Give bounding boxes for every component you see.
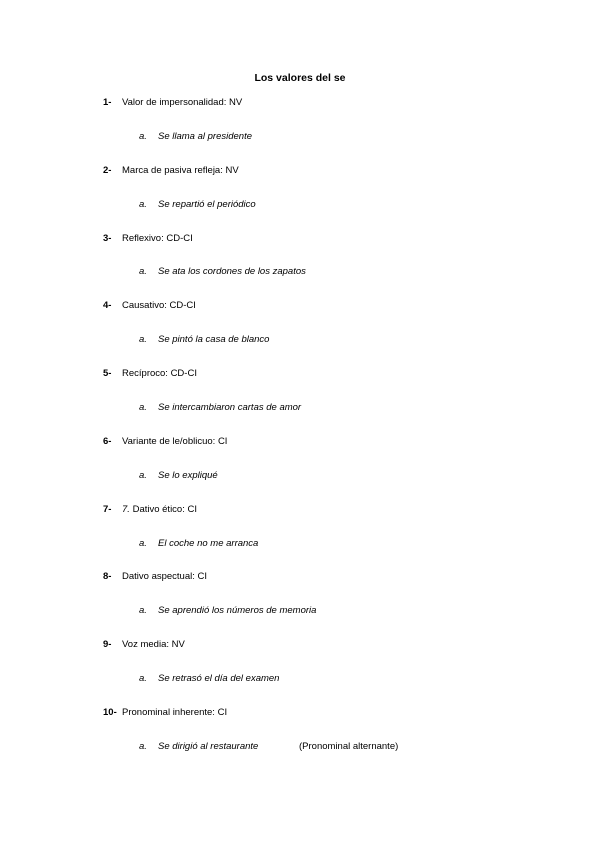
example-text: Se intercambiaron cartas de amor [158,402,302,413]
item-label [122,97,242,108]
item-label [122,571,207,582]
example-text: Se repartió el periódico [158,199,256,210]
example-text: Se aprendió los números de memoria [158,605,317,616]
item-number: 3- [103,233,112,244]
item-number: 4- [103,300,112,311]
item-label-text: Causativo: CD-CI [122,300,196,311]
item-label-text: Reflexivo: CD-CI [122,233,193,244]
item-label-text: Dativo aspectual: CI [122,571,208,582]
item-label [122,300,196,311]
example-letter: a. [139,673,147,684]
item-prefix: 7. [122,504,130,515]
example-text: Se ata los cordones de los zapatos [158,266,306,277]
item-label-text: Variante de le/oblicuo: CI [122,436,228,447]
item-number: 7- [103,504,112,515]
item-number: 2- [103,165,112,176]
item-number: 8- [103,571,112,582]
example-text: Se lo expliqué [158,470,218,481]
item-label [122,233,193,244]
item-label [122,639,185,650]
item-number: 5- [103,368,112,379]
example-letter: a. [139,266,147,277]
example-letter: a. [139,605,147,616]
item-label [122,368,197,379]
example-letter: a. [139,538,147,549]
example-text: Se llama al presidente [158,131,252,142]
example-text: El coche no me arranca [158,538,259,549]
item-label-text: Dativo ético: CI [132,504,197,515]
item-number: 1- [103,97,112,108]
item-number: 9- [103,639,112,650]
item-label [122,165,239,176]
example-letter: a. [139,741,147,752]
example-note: (Pronominal alternante) [299,741,399,752]
item-label [122,504,197,515]
example-letter: a. [139,402,147,413]
example-text: Se pintó la casa de blanco [158,334,270,345]
item-label-text: Recíproco: CD-CI [122,368,197,379]
example-text: Se dirigió al restaurante [158,741,259,752]
item-number: 6- [103,436,112,447]
example-text: Se retrasó el día del examen [158,673,280,684]
example-letter: a. [139,131,147,142]
item-label-text: Voz media: NV [122,639,185,650]
item-number: 10- [103,707,117,718]
item-label [122,707,227,718]
example-letter: a. [139,334,147,345]
example-letter: a. [139,470,147,481]
page-title: Los valores del se [254,72,346,84]
item-label [122,436,227,447]
item-label-text: Valor de impersonalidad: NV [122,97,243,108]
item-label-text: Pronominal inherente: CI [122,707,228,718]
example-letter: a. [139,199,147,210]
item-label-text: Marca de pasiva refleja: NV [122,165,239,176]
